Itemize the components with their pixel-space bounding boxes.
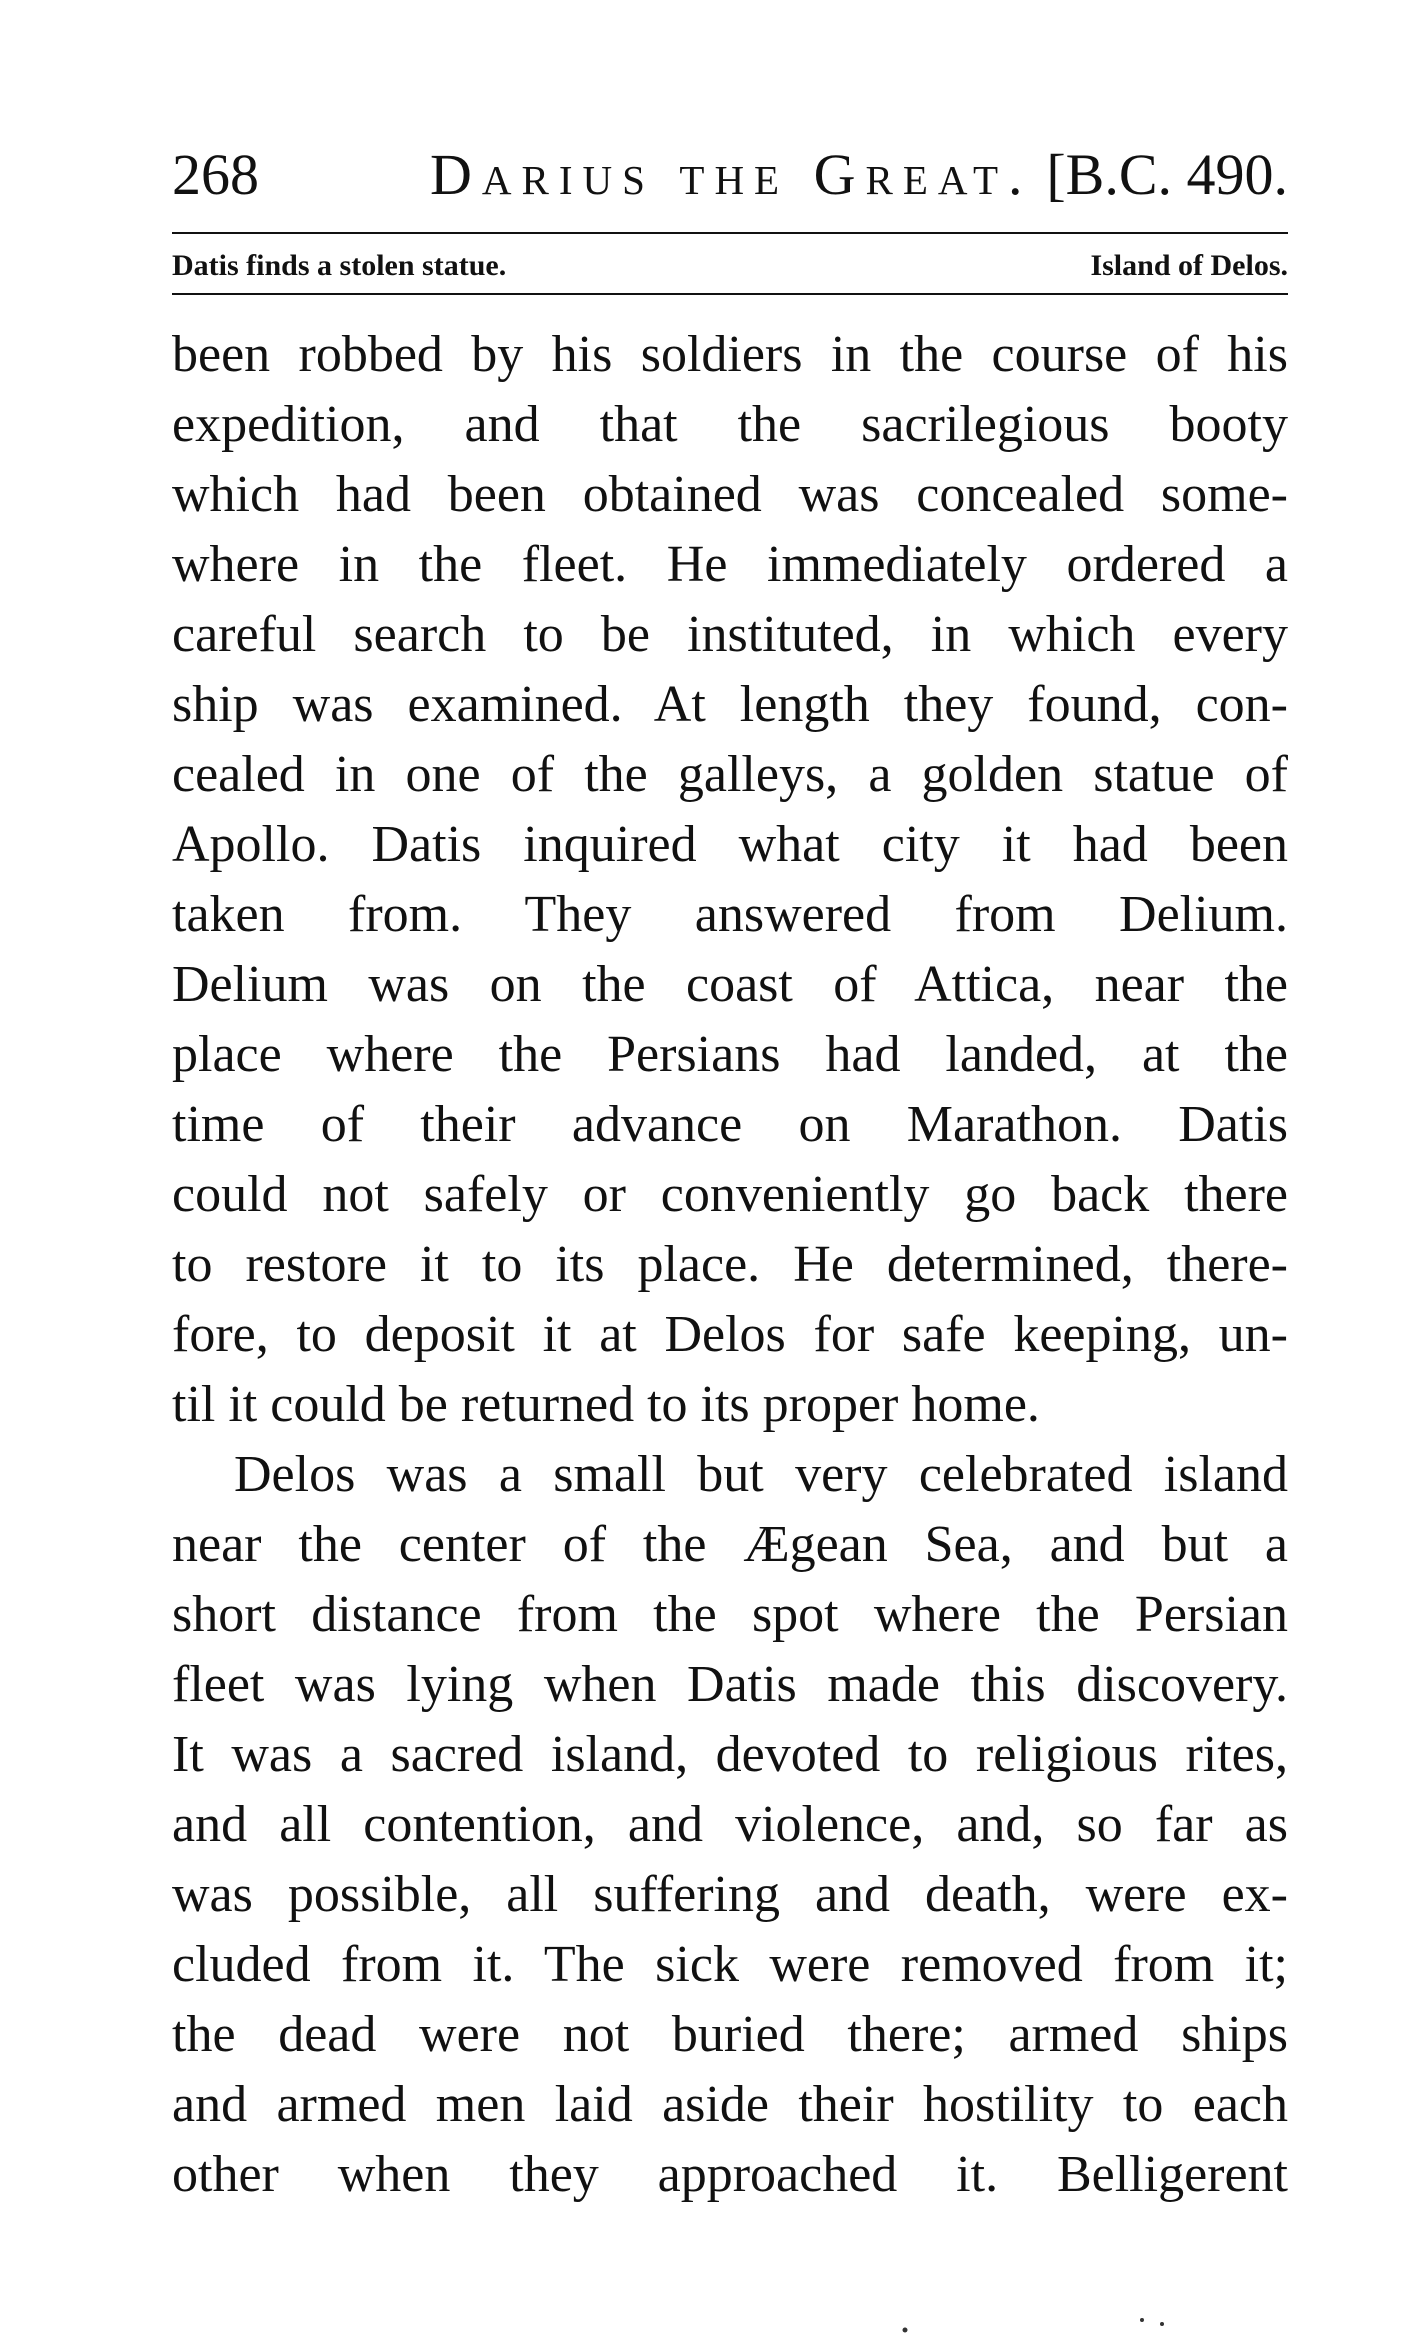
text-line: the dead were not buried there; armed ships — [172, 2006, 1288, 2063]
section-subhead-left: Datis finds a stolen statue. — [172, 249, 507, 282]
paragraph-end-line: til it could be returned to its proper home. — [172, 1376, 1040, 1433]
text-line: Delium was on the coast of Attica, near the — [172, 956, 1288, 1013]
running-head — [172, 140, 1288, 210]
text-line: cealed in one of the galleys, a golden statue of — [172, 746, 1288, 803]
text-line: near the center of the Ægean Sea, and but a — [172, 1516, 1288, 1573]
paragraph-start-line: Delos was a small but very celebrated island — [234, 1446, 1288, 1503]
text-line: ship was examined. At length they found, con- — [172, 676, 1288, 733]
date-range: [B.C. 490. — [1046, 142, 1288, 207]
text-line: short distance from the spot where the Persian — [172, 1586, 1288, 1643]
scan-speck — [1160, 2322, 1164, 2326]
header-rule-top — [172, 232, 1288, 234]
text-line: It was a sacred island, devoted to religious rites, — [172, 1726, 1288, 1783]
text-line: fore, to deposit it at Delos for safe keeping, un- — [172, 1306, 1288, 1363]
page-number: 268 — [172, 142, 259, 207]
text-line: fleet was lying when Datis made this discovery. — [172, 1656, 1288, 1713]
text-line: expedition, and that the sacrilegious booty — [172, 396, 1288, 453]
text-line: which had been obtained was concealed some- — [172, 466, 1288, 523]
text-line: Apollo. Datis inquired what city it had been — [172, 816, 1288, 873]
text-line: time of their advance on Marathon. Datis — [172, 1096, 1288, 1153]
header-rule-bottom — [172, 293, 1288, 295]
text-line: cluded from it. The sick were removed from it; — [172, 1936, 1288, 1993]
text-line: careful search to be instituted, in which every — [172, 606, 1288, 663]
text-line: where in the fleet. He immediately ordered a — [172, 536, 1288, 593]
text-line: and all contention, and violence, and, so far as — [172, 1796, 1288, 1853]
text-line: other when they approached it. Belligerent — [172, 2146, 1288, 2203]
text-line: place where the Persians had landed, at the — [172, 1026, 1288, 1083]
text-line: taken from. They answered from Delium. — [172, 886, 1288, 943]
text-line: was possible, all suffering and death, were ex- — [172, 1866, 1288, 1923]
section-subhead-right: Island of Delos. — [1090, 249, 1288, 282]
scan-speck — [903, 2328, 908, 2333]
scan-speck — [1140, 2318, 1144, 2322]
text-line: to restore it to its place. He determined, there- — [172, 1236, 1288, 1293]
text-line: been robbed by his soldiers in the course of his — [172, 326, 1288, 383]
text-line: could not safely or conveniently go back there — [172, 1166, 1288, 1223]
body-text — [172, 320, 1288, 2210]
text-line: and armed men laid aside their hostility to each — [172, 2076, 1288, 2133]
book-title: Darius the Great. — [430, 142, 1033, 207]
